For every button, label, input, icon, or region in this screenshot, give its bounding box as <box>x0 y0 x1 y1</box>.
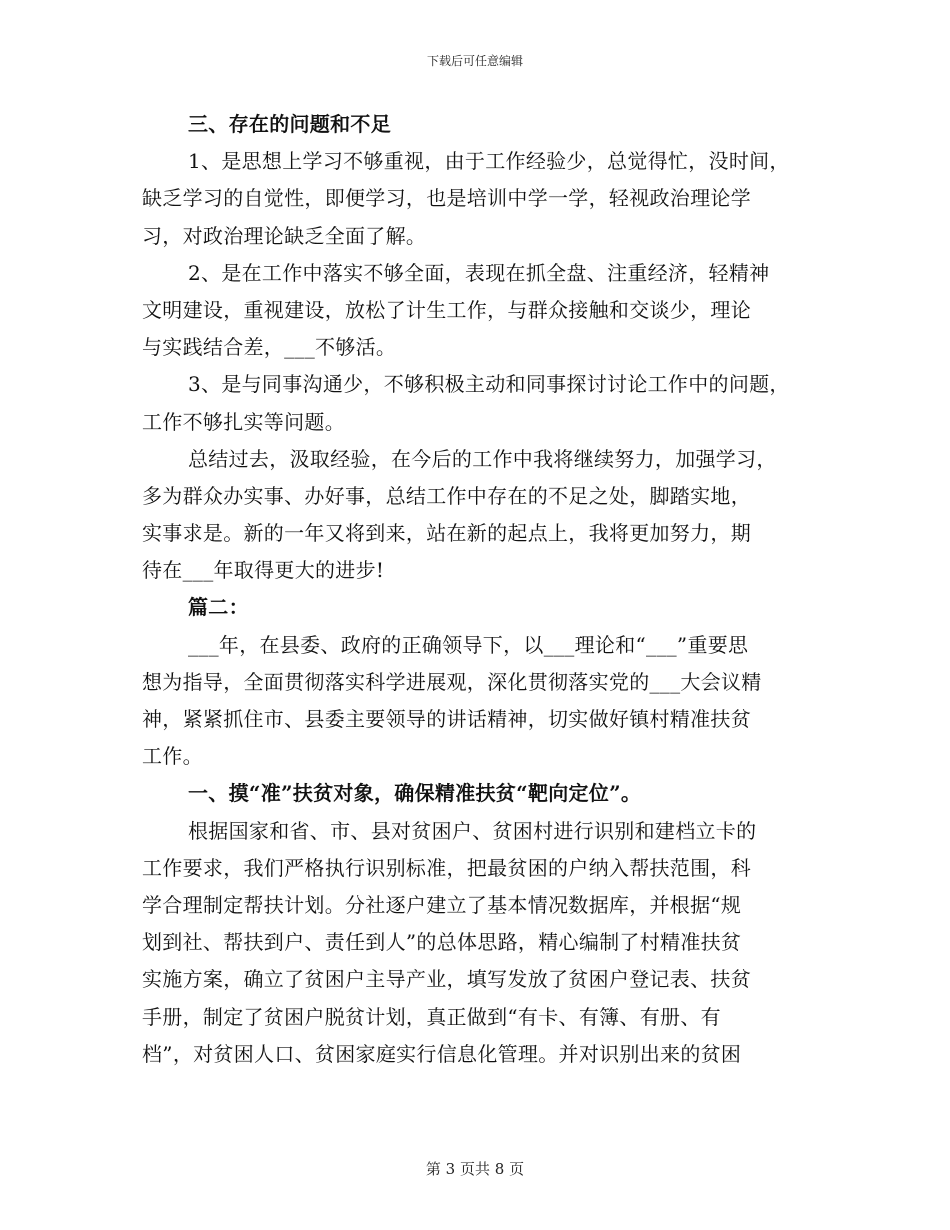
paragraph-line: 2、是在工作中落实不够全面，表现在抓全盘、注重经济，轻精神 <box>188 260 770 285</box>
paragraph-line: 档”，对贫困人口、贫困家庭实行信息化管理。并对识别出来的贫困 <box>142 1041 742 1066</box>
paragraph-line: 根据国家和省、市、县对贫困户、贫困村进行识别和建档立卡的 <box>188 818 757 843</box>
paragraph-line: 与实践结合差，___不够活。 <box>142 335 397 360</box>
paragraph-line: 工作。 <box>142 744 203 769</box>
paragraph-line: 实施方案，确立了贫困户主导产业，填写发放了贫困户登记表、扶贫 <box>142 967 751 992</box>
paragraph-line: 划到社、帮扶到户、责任到人”的总体思路，精心编制了村精准扶贫 <box>142 930 742 955</box>
paragraph-line: 学合理制定帮扶计划。分社逐户建立了基本情况数据库，并根据“规 <box>142 892 742 917</box>
paragraph-line: 3、是与同事沟通少，不够积极主动和同事探讨讨论工作中的问题， <box>188 372 790 397</box>
paragraph-line: 神，紧紧抓住市、县委主要领导的讲话精神，切实做好镇村精准扶贫 <box>142 707 751 731</box>
page-header: 下载后可任意编辑 <box>426 54 523 68</box>
section-heading: 三、存在的问题和不足 <box>188 112 391 136</box>
paragraph-line: 待在___年取得更大的进步! <box>142 558 385 583</box>
paragraph-line: 总结过去，汲取经验，在今后的工作中我将继续努力，加强学习， <box>188 446 777 471</box>
page-footer: 第 3 页共 8 页 <box>425 1160 525 1178</box>
paragraph-line: 1、是思想上学习不够重视，由于工作经验少，总觉得忙，没时间， <box>188 149 790 174</box>
document-body <box>142 106 822 1073</box>
paragraph-line: 手册，制定了贫困户脱贫计划，真正做到“有卡、有簿、有册、有 <box>142 1004 721 1029</box>
section-heading: 一、摸“准”扶贫对象，确保精准扶贫“靶向定位”。 <box>188 781 642 806</box>
paragraph-line: 文明建设，重视建设，放松了计生工作，与群众接触和交谈少，理论 <box>142 297 751 322</box>
paragraph-line: 缺乏学习的自觉性，即便学习，也是培训中学一学，轻视政治理论学 <box>142 186 751 211</box>
paragraph-line: 实事求是。新的一年又将到来，站在新的起点上，我将更加努力，期 <box>142 521 751 546</box>
paragraph-line: 多为群众办实事、办好事，总结工作中存在的不足之处，脚踏实地， <box>142 483 751 508</box>
section-heading: 篇二： <box>188 595 249 620</box>
paragraph-line: 想为指导，全面贯彻落实科学进展观，深化贯彻落实党的___大会议精 <box>142 669 762 694</box>
paragraph-line: 习，对政治理论缺乏全面了解。 <box>142 223 427 248</box>
paragraph-line: 工作不够扎实等问题。 <box>142 409 345 434</box>
paragraph-line: ___年，在县委、政府的正确领导下，以___理论和“___”重要思 <box>188 632 749 657</box>
paragraph-line: 工作要求，我们严格执行识别标准，把最贫困的户纳入帮扶范围，科 <box>142 855 751 880</box>
